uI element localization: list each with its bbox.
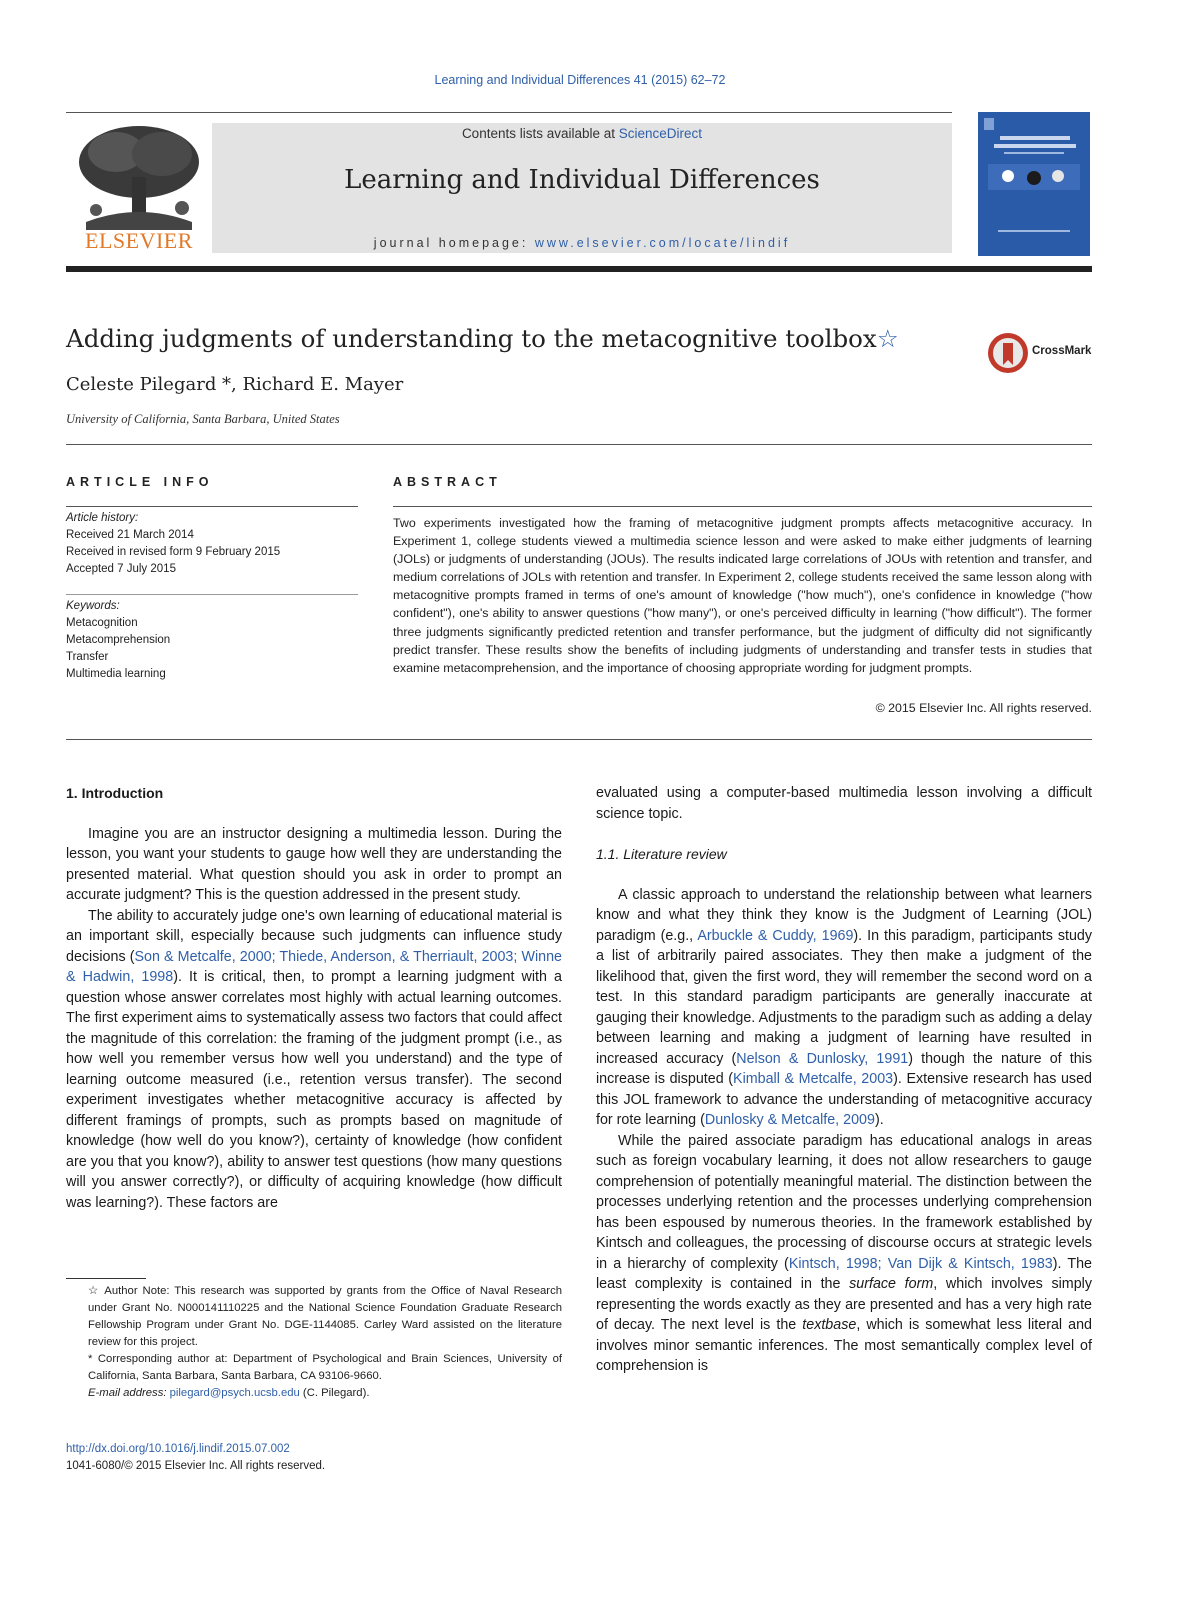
affiliation: University of California, Santa Barbara, United States (66, 412, 340, 426)
history-item: Accepted 7 July 2015 (66, 563, 176, 575)
emphasis: textbase (802, 1317, 857, 1333)
elsevier-logo (66, 122, 212, 254)
crossmark-badge[interactable] (986, 331, 1096, 375)
history-item: Received in revised form 9 February 2015 (66, 546, 281, 558)
body-right-column (596, 783, 1092, 1377)
abstract-bottom-rule (66, 739, 1092, 740)
citation-link[interactable]: Kintsch, 1998; Van Dijk & Kintsch, 1983 (788, 1255, 1053, 1272)
lit-paragraph-1 (596, 885, 1092, 1131)
doi-link[interactable]: http://dx.doi.org/10.1016/j.lindif.2015.07.002 (66, 1443, 290, 1455)
intro-paragraph-1: Imagine you are an instructor designing a multimedia lesson. During the lesson, you want your students to gauge how well they are understanding the presented material. What question should you ask in order to prompt an accurate judgment? This is the question addressed in the present study. (66, 825, 562, 903)
article-info-rule (66, 506, 358, 507)
journal-homepage (212, 236, 952, 250)
footnotes (66, 1283, 562, 1402)
citation-link[interactable]: Kimball & Metcalfe, 2003 (733, 1071, 894, 1087)
crossmark-icon (986, 331, 1030, 375)
text-run: ). (874, 1112, 884, 1128)
text-run: ). In this paradigm, participants study a list of arbitrarily paired associates. They then make a judgment of the likelihood that, given the first word, they will remember the second word on a test. In this standard paradigm participants are generally inaccurate at gauging their knowledge. Adjustments to the paradigm such as adding a delay between learning and making a judgment of learning have resulted in increased accuracy ( (596, 927, 1092, 1067)
history-item: Received 21 March 2014 (66, 529, 194, 541)
text-run: ) though the nature of this increase is disputed ( (596, 1050, 1093, 1087)
keywords-label: Keywords: (66, 600, 120, 612)
footnote-corresponding (66, 1351, 562, 1385)
email-suffix: (C. Pilegard). (299, 1387, 370, 1399)
title-rule (66, 444, 1092, 445)
footnote-email (66, 1385, 562, 1402)
sciencedirect-link[interactable]: ScienceDirect (618, 126, 703, 141)
issn-copyright: 1041-6080/© 2015 Elsevier Inc. All rights reserved. (66, 1460, 326, 1472)
keyword-item: Transfer (66, 651, 109, 663)
intro-paragraph-2 (66, 906, 562, 1214)
footnote-text: Author Note: This research was supported by grants from the Office of Naval Research under Grant No. N000141110225 and the National Science Foundation Graduate Research Fellowship Program under Grant No. DGE-1144085. Carley Ward assisted on the literature review for this project. (88, 1285, 563, 1348)
elsevier-wordmark: ELSEVIER (85, 228, 193, 253)
text-run: The ability to accurately judge one's own learning of educational material is an important skill, especially because such judgments can influence study decisions ( (66, 907, 563, 965)
text-run: ). It is critical, then, to prompt a learning judgment with a question whose answer correlates most highly with actual learning outcomes. The first experiment aims to systematically assess two factors that could affect the magnitude of this correlation: the framing of the judgment prompt (i.e., as how well you remember versus how well you understand) and the type of learning outcome measured (i.e., retention versus transfer). The second experiment investigates whether metacognitive accuracy is affected by different framings of prompts, such as prompts based on magnitude of knowledge (how well do you know?), certainty of knowledge (how confident are you that you know?), ability to answer test questions (how many questions will you answer correctly?), or difficulty of acquiring knowledge (how difficult was learning?). These factors are (66, 969, 562, 1211)
contents-prefix: Contents lists available at (461, 126, 619, 141)
footnote-text: Corresponding author at: Department of Psychological and Brain Sciences, University of California, Santa Barbara, Santa Barbara, CA 93106-9660. (88, 1353, 563, 1382)
footnote-rule (66, 1278, 146, 1279)
title-footnote-mark[interactable]: ☆ (876, 324, 899, 353)
text-run: A classic approach to understand the relationship between what learners know and what they think they know is the Judgment of Learning (JOL) paradigm (e.g., (596, 886, 1092, 944)
continued-paragraph: evaluated using a computer-based multimedia lesson involving a difficult science topic. (596, 785, 1092, 822)
abstract-heading: ABSTRACT (393, 475, 502, 489)
footnote-mark: * (88, 1353, 93, 1365)
text-run: ). The least complexity is contained in the (596, 1255, 1092, 1292)
abstract-rule (393, 506, 1092, 507)
footnote-mark: ☆ (88, 1285, 100, 1297)
homepage-link[interactable]: www.elsevier.com/locate/lindif (534, 236, 791, 250)
header-rule (66, 112, 952, 113)
citation-link[interactable]: Dunlosky & Metcalfe, 2009 (704, 1112, 875, 1128)
elsevier-tree-icon (66, 122, 212, 230)
article-title-text: Adding judgments of understanding to the metacognitive toolbox (66, 324, 877, 353)
keyword-item: Multimedia learning (66, 668, 166, 680)
journal-citation[interactable]: Learning and Individual Differences 41 (2015) 62–72 (434, 73, 726, 87)
email-label: E-mail address: (88, 1387, 167, 1399)
emphasis: surface form (849, 1276, 934, 1292)
journal-cover-image (978, 112, 1090, 256)
text-run: , which is somewhat less literal and involves minor semantic inferences. The most semantically complex level of comprehension is (596, 1317, 1092, 1374)
abstract-copyright: © 2015 Elsevier Inc. All rights reserved. (875, 701, 1092, 715)
footnote-author-note (66, 1283, 562, 1351)
homepage-prefix: journal homepage: (373, 236, 535, 250)
keyword-item: Metacomprehension (66, 634, 171, 646)
text-run: While the paired associate paradigm has educational analogs in areas such as foreign vocabulary learning, it does not allow researchers to gauge comprehension of potentially meaningful material. The distinction between the processes underlying retention and the processes underlying comprehension has been espoused by numerous theories. In the framework established by Kintsch and colleagues, the processing of discourse occurs at strategic levels in a hierarchy of complexity ( (596, 1132, 1092, 1272)
article-title (66, 324, 966, 353)
header-thick-rule (66, 266, 1092, 272)
email-link[interactable]: pilegard@psych.ucsb.edu (169, 1387, 300, 1399)
article-history (66, 510, 358, 578)
text-run: , which involves simply representing the words exactly as they are presented and has a very high rate of decay. The next level is the (596, 1276, 1092, 1333)
literature-review-heading: 1.1. Literature review (596, 846, 727, 862)
citation-link[interactable]: Nelson & Dunlosky, 1991 (736, 1050, 909, 1067)
keywords-rule (66, 594, 358, 595)
citation-link[interactable]: Son & Metcalfe, 2000; Thiede, Anderson, & Therriault, 2003; Winne & Hadwin, 1998 (66, 948, 562, 985)
contents-line (212, 126, 952, 141)
cover-artwork (978, 112, 1090, 256)
body-left-column (66, 783, 562, 1213)
introduction-heading: 1. Introduction (66, 785, 164, 801)
keyword-item: Metacognition (66, 617, 138, 629)
history-label: Article history: (66, 512, 139, 524)
text-run: ). Extensive research has used this JOL framework to advance the understanding of metacognitive accuracy for rote learning ( (596, 1071, 1092, 1128)
author-list: Celeste Pilegard *, Richard E. Mayer (66, 374, 404, 395)
crossmark-label: CrossMark (1032, 345, 1092, 357)
lit-paragraph-2 (596, 1131, 1092, 1377)
keywords (66, 598, 358, 683)
journal-title: Learning and Individual Differences (344, 165, 820, 195)
article-info-heading: ARTICLE INFO (66, 475, 214, 489)
abstract-text: Two experiments investigated how the framing of metacognitive judgment prompts affects metacognitive accuracy. In Experiment 1, college students viewed a multimedia science lesson and were asked to make either judgments of learning (JOLs) or judgments of understanding (JOUs). The results indicated large correlations of JOUs with retention and transfer, and medium correlations of JOLs with retention and transfer. In Experiment 2, college students received the same lesson along with metacognitive prompts framed in terms of one's amount of knowledge ("how much"), one's confidence in knowledge ("how confident"), one's ability to answer questions ("how many"), or one's perceived difficulty in learning ("how difficult"). The former three judgments significantly predicted retention and transfer performance, but the judgment of difficulty did not significantly predict transfer. These results show the benefits of including judgments of understanding and transfer tests in studies that examine metacomprehension, and the importance of choosing appropriate wording for judgment prompts. (393, 516, 1092, 675)
citation-link[interactable]: Arbuckle & Cuddy, 1969 (697, 927, 854, 944)
